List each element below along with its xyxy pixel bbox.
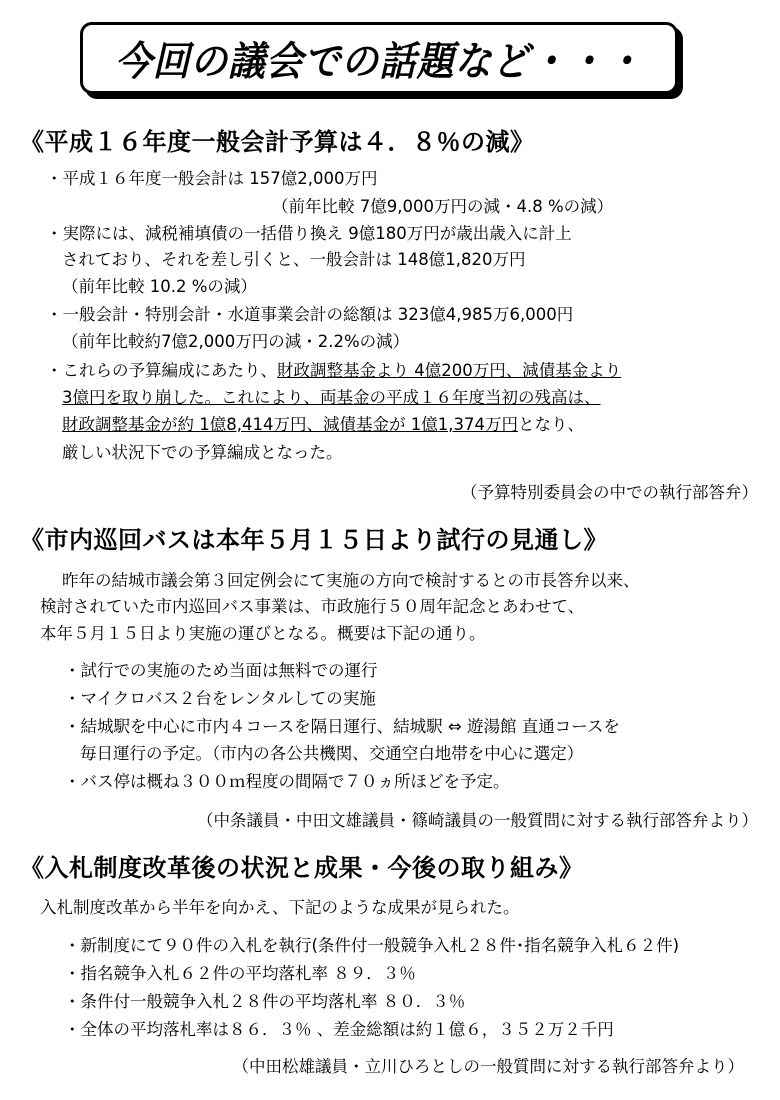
section2-intro-1: 昨年の結城市議会第３回定例会にて実施の方向で検討するとの市長答弁以来、: [62, 571, 640, 590]
section3-source: （中田松雄議員・立川ひろとしの一般質問に対する執行部答弁より）: [232, 1057, 744, 1076]
section1-line-4: されており、それを差し引くと、一般会計は 148億1,820万円: [62, 250, 526, 269]
page-title: 今回の議会での話題など・・・: [114, 38, 644, 85]
section3-intro: 入札制度改革から半年を向かえ、下記のような成果が見られた。: [40, 898, 520, 917]
section1-para4-line-1: [46, 360, 621, 382]
section2-bullet-4: ・バス停は概ね３００ｍ程度の間隔で７０ヵ所ほどを予定。: [64, 772, 510, 791]
section1-line-7: （前年比較約7億2,000万円の減・2.2%の減）: [62, 332, 410, 351]
section2-bullet-2: ・マイクロバス２台をレンタルしての実施: [64, 689, 376, 708]
section1-line-1: ・平成１６年度一般会計は 157億2,000万円: [46, 169, 378, 188]
para4-underlined-2: 3億円を取り崩した。これにより、両基金の平成１６年度当初の残高は、: [62, 388, 601, 407]
section1-line-5: （前年比較 10.2 %の減）: [62, 277, 257, 296]
section2-intro-3: 本年５月１５日より実施の運びとなる。概要は下記の通り。: [40, 624, 486, 643]
section1-para4-line-3: [62, 414, 584, 436]
para4-prefix: ・これらの予算編成にあたり、: [46, 361, 277, 380]
section1-heading: 《平成１６年度一般会計予算は４．８％の減》: [20, 128, 535, 156]
section3-bullet-1: ・新制度にて９０件の入札を執行(条件付一般競争入札２８件･指名競争入札６２件): [64, 936, 680, 955]
section1-line-6: ・一般会計・特別会計・水道事業会計の総額は 323億4,985万6,000円: [46, 305, 574, 324]
section2-source: （中条議員・中田文雄議員・篠崎議員の一般質問に対する執行部答弁より）: [197, 811, 758, 830]
section1-line-2: （前年比較 7億9,000万円の減・4.8 %の減）: [272, 197, 614, 216]
para4-underlined-3: 財政調整基金が約 1億8,414万円、減債基金が 1億1,374万円: [62, 415, 518, 434]
section1-line-3: ・実際には、減税補填債の一括借り換え 9億180万円が歳出歳入に計上: [46, 224, 572, 243]
para4-underlined-1: 財政調整基金より 4億200万円、減債基金より: [277, 361, 622, 380]
section3-bullet-4: ・全体の平均落札率は８６．３％ 、差金総額は約１億６，３５２万２千円: [64, 1020, 614, 1039]
section2-heading: 《市内巡回バスは本年５月１５日より試行の見通し》: [20, 526, 608, 554]
section2-bullet-1: ・試行での実施のため当面は無料での運行: [64, 661, 378, 680]
section3-bullet-3: ・条件付一般競争入札２８件の平均落札率 ８０．３％: [64, 992, 466, 1011]
section2-bullet-3: ・結城駅を中心に市内４コースを隔日運行、結城駅 ⇔ 遊湯館 直通コースを: [64, 717, 620, 736]
section2-bullet-3-cont: 毎日運行の予定。（市内の各公共機関、交通空白地帯を中心に選定）: [80, 744, 584, 763]
section1-para4-line-2: [62, 387, 601, 409]
section3-bullet-2: ・指名競争入札６２件の平均落札率 ８９．３％: [64, 964, 416, 983]
para4-suffix: となり、: [517, 415, 584, 434]
section3-heading: 《入札制度改革後の状況と成果・今後の取り組み》: [20, 854, 584, 882]
section1-para4-line-4: 厳しい状況下での予算編成となった。: [62, 443, 343, 462]
title-banner: [80, 22, 678, 94]
section2-intro-2: 検討されていた市内巡回バス事業は、市政施行５０周年記念とあわせて、: [40, 597, 585, 616]
section1-source: （予算特別委員会の中での執行部答弁）: [461, 483, 758, 502]
